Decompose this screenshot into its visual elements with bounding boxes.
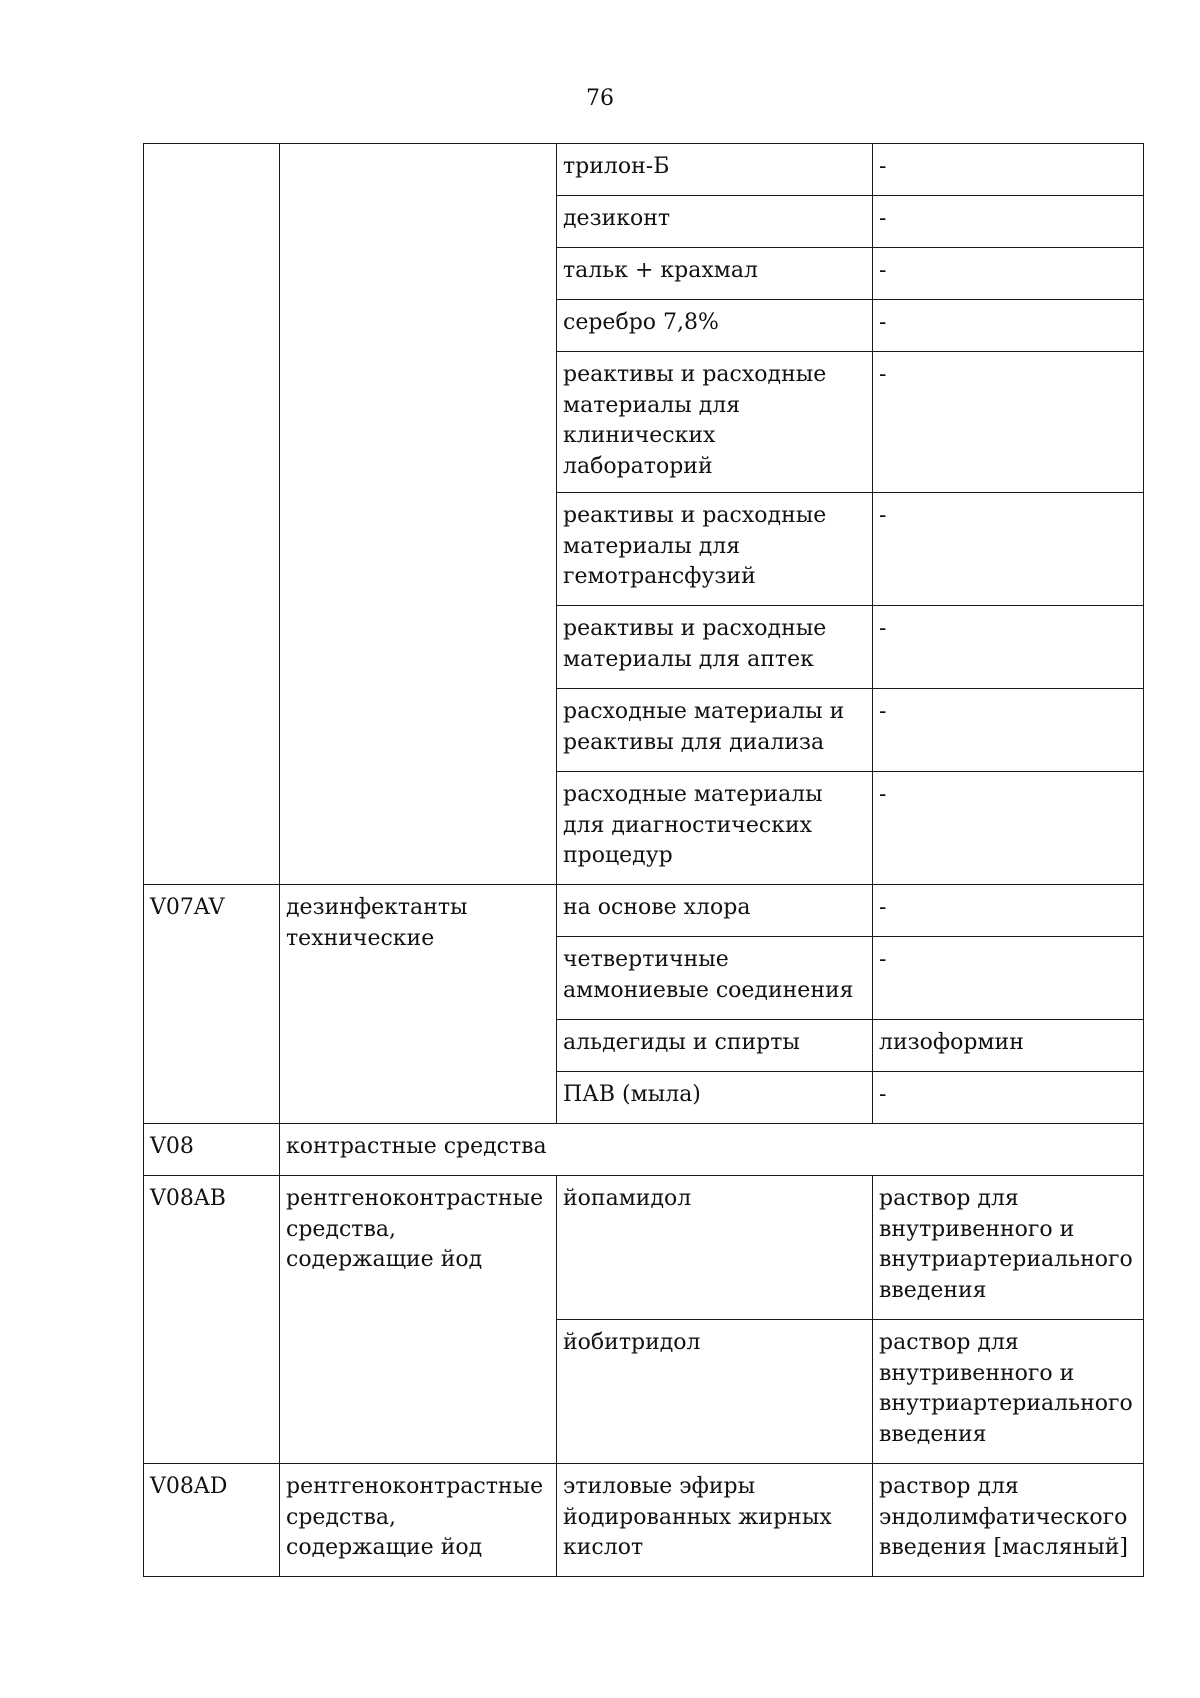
atc-code-cell: V08 (144, 1124, 280, 1176)
substance-cell: дезиконт (557, 196, 873, 248)
dosage-form-cell: - (873, 352, 1144, 493)
group-name-cell (280, 144, 557, 885)
table-row (144, 1176, 1144, 1320)
drug-table (143, 143, 1144, 1577)
substance-cell: серебро 7,8% (557, 300, 873, 352)
substance-cell: на основе хлора (557, 885, 873, 937)
substance-cell: реактивы и расходные материалы для аптек (557, 606, 873, 689)
substance-cell: реактивы и расходные материалы для клинических лабораторий (557, 352, 873, 493)
atc-code-cell (144, 144, 280, 885)
dosage-form-cell: - (873, 937, 1144, 1020)
group-name-cell: дезинфектанты технические (280, 885, 557, 1124)
dosage-form-cell: - (873, 300, 1144, 352)
atc-code-cell: V08AD (144, 1464, 280, 1577)
substance-cell: расходные материалы и реактивы для диализа (557, 689, 873, 772)
dosage-form-cell: лизоформин (873, 1020, 1144, 1072)
group-name-cell: контрастные средства (280, 1124, 1144, 1176)
group-name-cell: рентгеноконтрастные средства, содержащие йод (280, 1464, 557, 1577)
dosage-form-cell: раствор для внутривенного и внутриартериального введения (873, 1176, 1144, 1320)
dosage-form-cell: - (873, 493, 1144, 606)
substance-cell: альдегиды и спирты (557, 1020, 873, 1072)
dosage-form-cell: - (873, 606, 1144, 689)
substance-cell: реактивы и расходные материалы для гемотрансфузий (557, 493, 873, 606)
substance-cell: четвертичные аммониевые соединения (557, 937, 873, 1020)
substance-cell: ПАВ (мыла) (557, 1072, 873, 1124)
page-number: 76 (586, 86, 614, 111)
dosage-form-cell: - (873, 772, 1144, 885)
substance-cell: расходные материалы для диагностических процедур (557, 772, 873, 885)
group-name-cell: рентгеноконтрастные средства, содержащие йод (280, 1176, 557, 1464)
atc-code-cell: V07AV (144, 885, 280, 1124)
table-row (144, 1124, 1144, 1176)
dosage-form-cell: - (873, 689, 1144, 772)
table-row (144, 144, 1144, 196)
dosage-form-cell: - (873, 144, 1144, 196)
atc-code-cell: V08AB (144, 1176, 280, 1464)
dosage-form-cell: раствор для внутривенного и внутриартериального введения (873, 1320, 1144, 1464)
substance-cell: трилон-Б (557, 144, 873, 196)
substance-cell: этиловые эфиры йодированных жирных кислот (557, 1464, 873, 1577)
dosage-form-cell: - (873, 1072, 1144, 1124)
substance-cell: йобитридол (557, 1320, 873, 1464)
dosage-form-cell: - (873, 196, 1144, 248)
table-row (144, 1464, 1144, 1577)
substance-cell: йопамидол (557, 1176, 873, 1320)
dosage-form-cell: - (873, 885, 1144, 937)
table-row (144, 885, 1144, 937)
substance-cell: тальк + крахмал (557, 248, 873, 300)
dosage-form-cell: - (873, 248, 1144, 300)
dosage-form-cell: раствор для эндолимфатического введения [масляный] (873, 1464, 1144, 1577)
